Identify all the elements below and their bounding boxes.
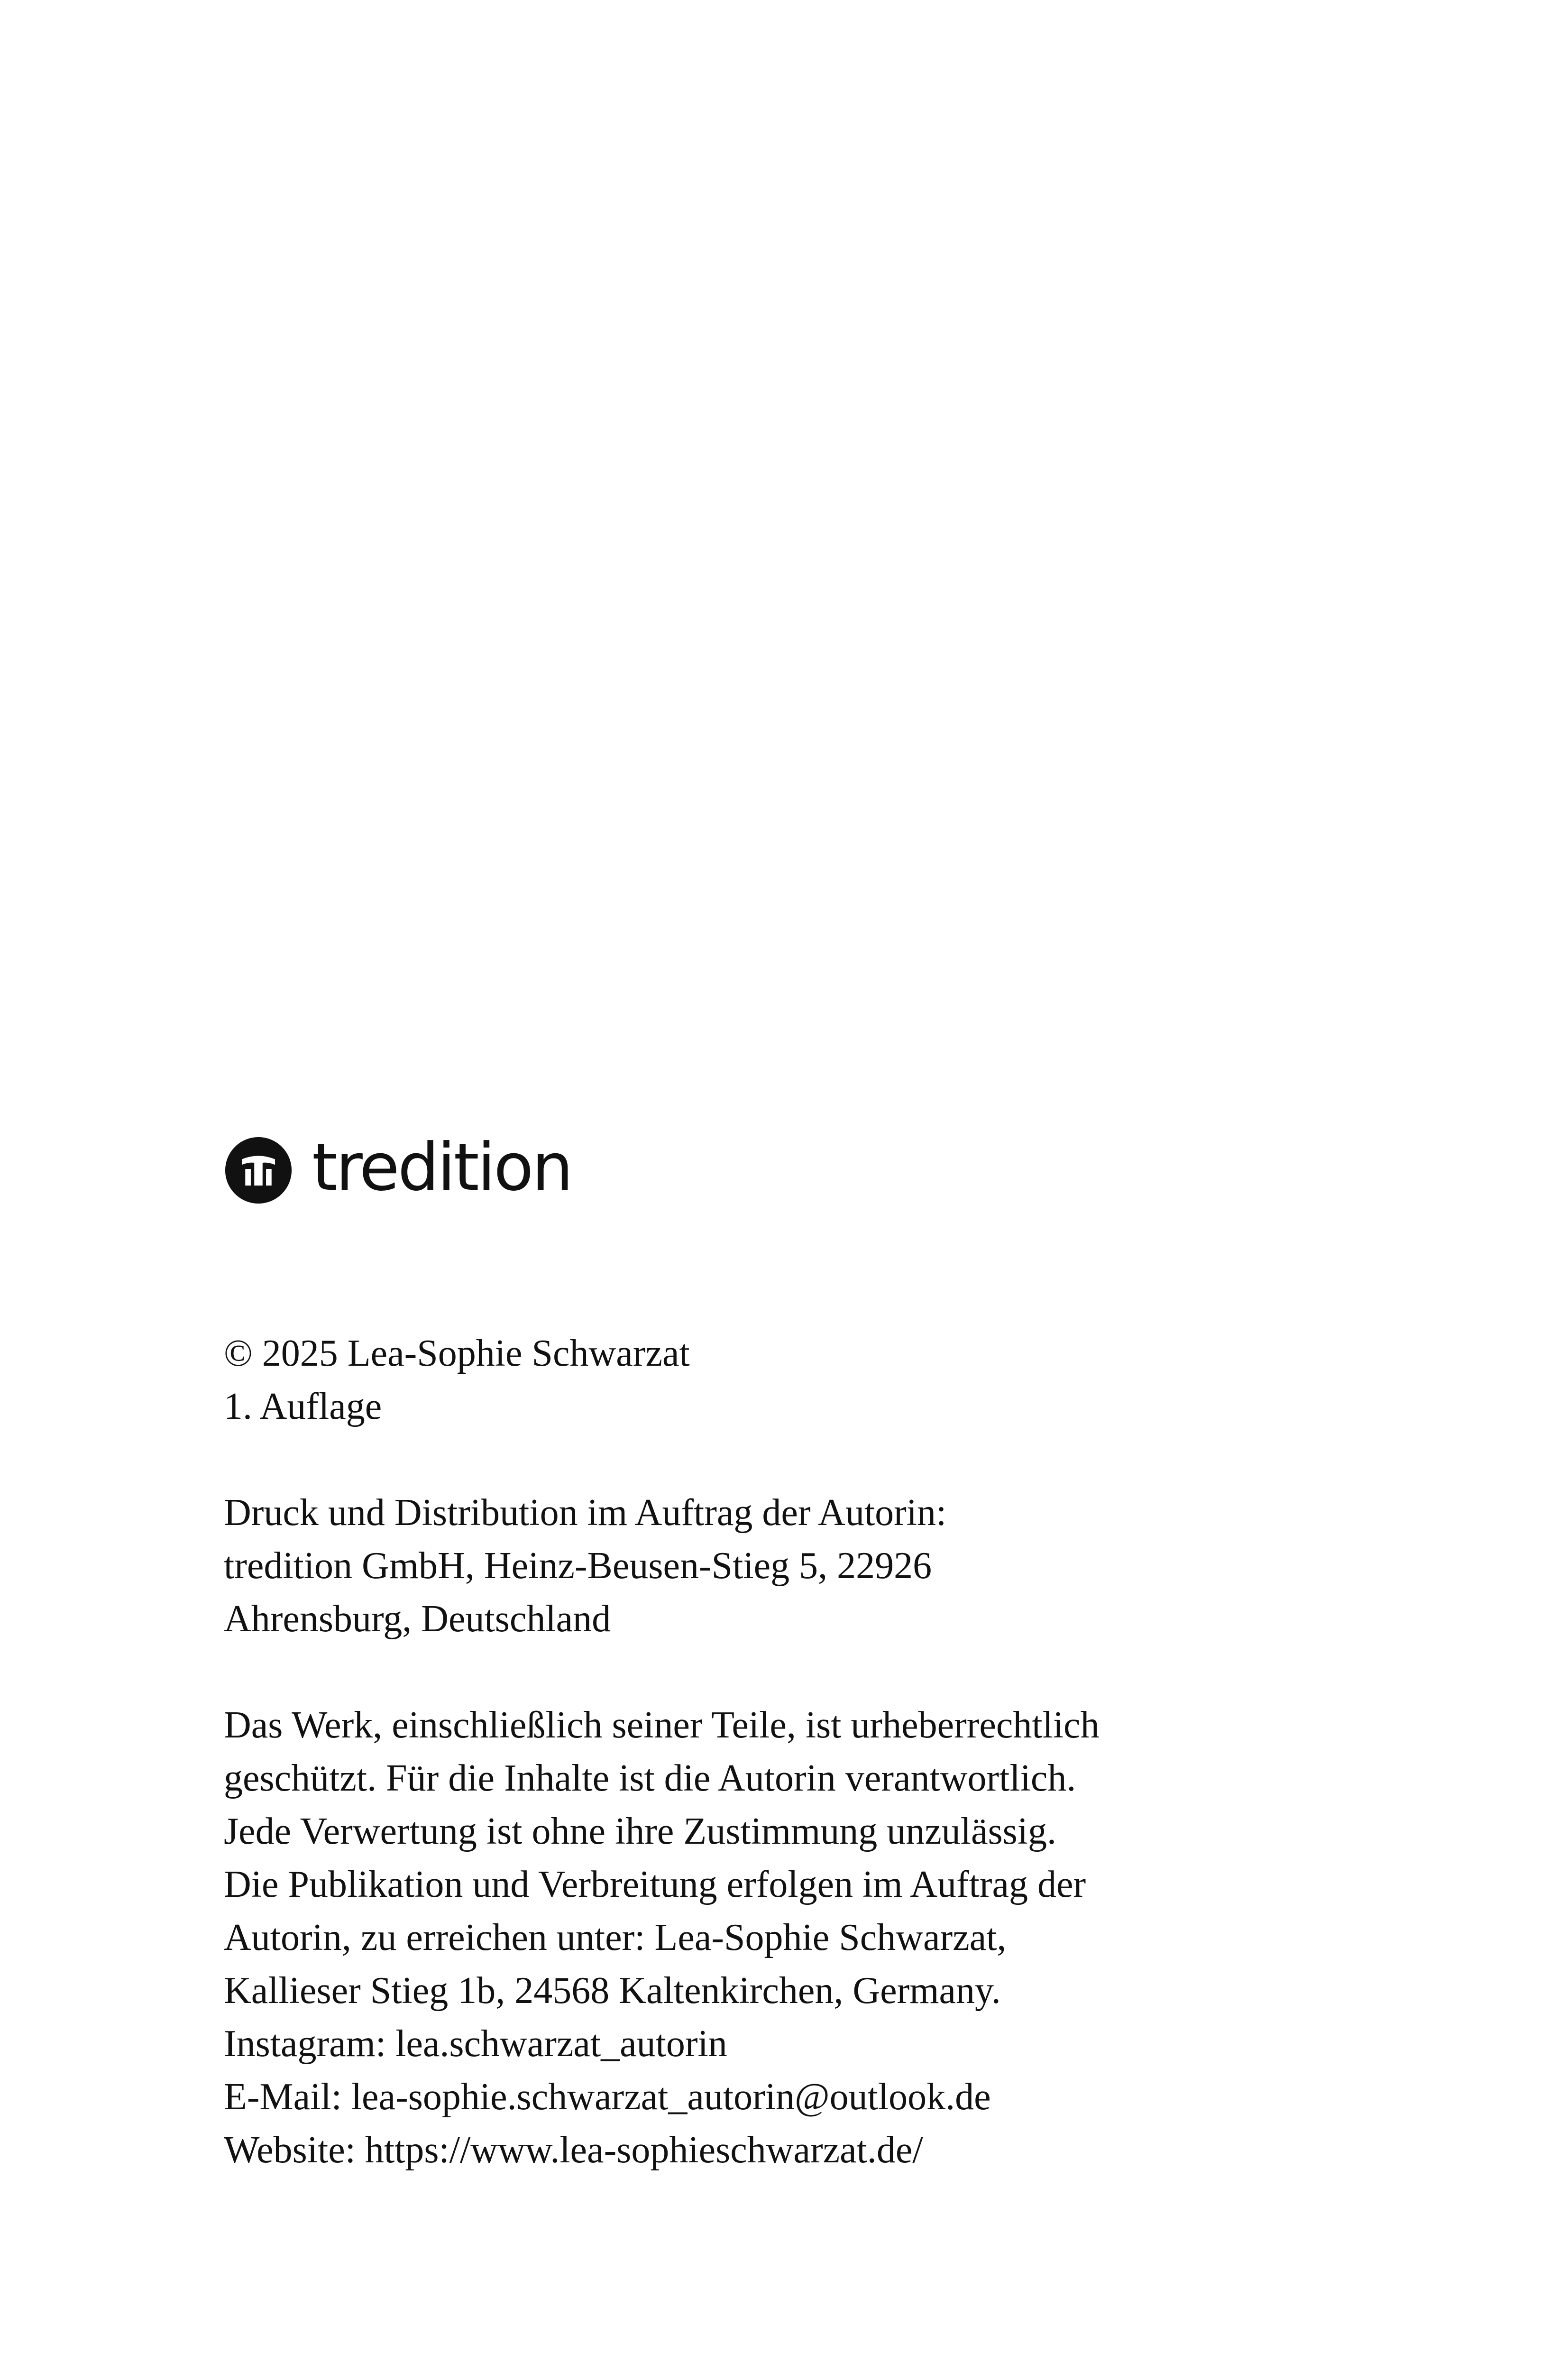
legal-line: Jede Verwertung ist ohne ihre Zustimmung unzulässig. (224, 1810, 1057, 1852)
copyright-line: © 2025 Lea-Sophie Schwarzat (224, 1333, 690, 1374)
legal-line: Das Werk, einschließlich seiner Teile, ist urheberrechtlich (224, 1704, 1100, 1746)
distribution-line: Ahrensburg, Deutschland (224, 1598, 611, 1640)
edition-line: 1. Auflage (224, 1386, 382, 1427)
tredition-logo-icon (224, 1136, 293, 1205)
legal-line: Die Publikation und Verbreitung erfolgen im Auftrag der (224, 1864, 1086, 1905)
legal-line: Kallieser Stieg 1b, 24568 Kaltenkirchen, Germany. (224, 1970, 1001, 2012)
legal-line: Autorin, zu erreichen unter: Lea-Sophie Schwarzat, (224, 1917, 1007, 1958)
paragraph-gap (224, 1433, 1362, 1486)
instagram-line: Instagram: lea.schwarzat_autorin (224, 2023, 727, 2065)
distribution-line: Druck und Distribution im Auftrag der Autorin: (224, 1492, 947, 1534)
imprint-block (224, 1129, 1362, 2177)
distribution-line: tredition GmbH, Heinz-Beusen-Stieg 5, 22926 (224, 1545, 932, 1587)
legal-line: geschützt. Für die Inhalte ist die Autorin verantwortlich. (224, 1757, 1076, 1799)
publisher-wordmark: tredition (312, 1129, 571, 1205)
publisher-logo (224, 1129, 1362, 1208)
email-line: E-Mail: lea-sophie.schwarzat_autorin@outlook.de (224, 2076, 991, 2118)
website-line: Website: https://www.lea-sophieschwarzat.de/ (224, 2129, 923, 2171)
paragraph-gap (224, 1645, 1362, 1699)
